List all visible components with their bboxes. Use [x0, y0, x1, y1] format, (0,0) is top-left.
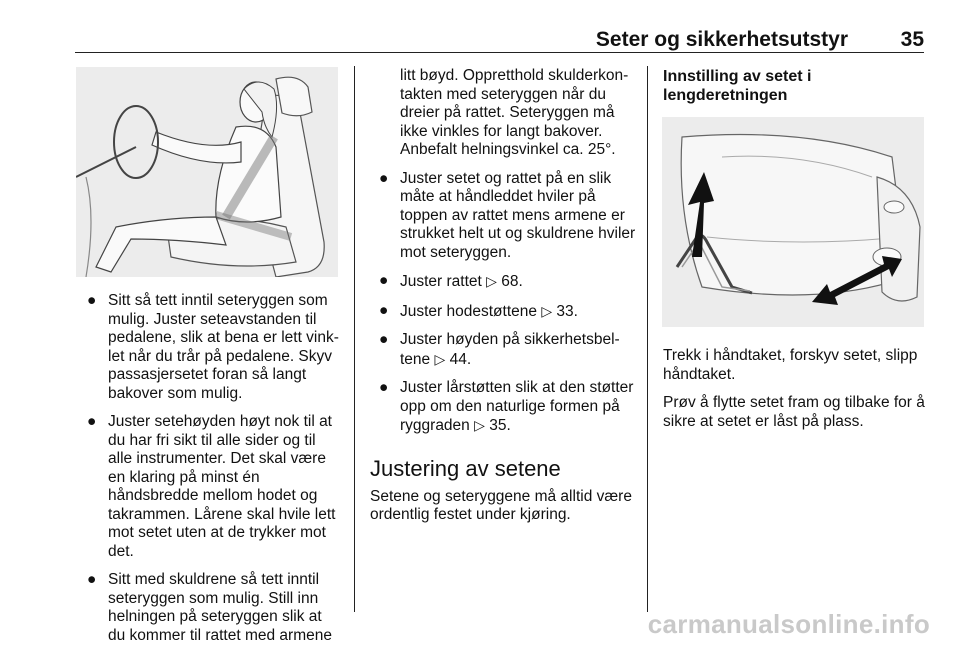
bullet-list-2 — [370, 170, 638, 436]
column-divider-2 — [647, 66, 648, 612]
bullet-icon: ● — [87, 413, 97, 430]
subheading: Innstilling av setet i lengderetningen — [663, 68, 812, 104]
list-item — [370, 170, 638, 263]
bullet-text: Juster hodestøttene — [400, 302, 542, 320]
driver-seated-icon — [76, 67, 338, 277]
page-ref-link[interactable]: 68. — [501, 273, 523, 290]
continued-text: litt bøyd. Oppretthold skulderkontakten med seteryggen når du dreier på rattet. Seteryggen må ikke vinkles for langt bakover. Anbefalt helningsvinkel ca. 25°. — [400, 67, 629, 158]
section-text: Setene og seteryggene må alltid være ordentlig festet under kjøring. — [370, 487, 632, 523]
page-ref-icon: ▷ — [486, 273, 497, 289]
page-ref-icon: ▷ — [434, 350, 446, 367]
list-item — [78, 413, 342, 561]
page-header — [0, 0, 960, 56]
column-3 — [663, 67, 935, 441]
section-heading: Justering av setene — [370, 455, 561, 481]
seat-adjust-illustration — [662, 117, 924, 327]
column-2 — [370, 67, 638, 535]
page-number: 35 — [900, 28, 924, 51]
bullet-icon: ● — [379, 272, 389, 289]
column-1 — [78, 292, 342, 655]
bullet-icon: ● — [87, 292, 97, 309]
page-ref-icon: ▷ — [541, 302, 553, 319]
bullet-icon: ● — [379, 169, 389, 187]
bullet-text: Juster lårstøtten slik at den støtter opp om den naturlige formen på ryggraden — [400, 379, 634, 434]
bullet-text: Juster setehøyden høyt nok til at du har fri sikt til alle sider og til alle instrumenter. Det skal være en klaring på minst én håndsbredde mellom hodet og takrammen. Lårene skal hvile lett mot setet uten at de trykker mot det. — [108, 413, 336, 560]
instruction-paragraph: Prøv å flytte setet fram og tilbake for å sikre at setet er låst på plass. — [663, 394, 925, 430]
bullet-text: Sitt med skuldrene så tett inntil seteryggen som mulig. Still inn helningen på seteryggen slik at du kommer til rattet med armene — [108, 571, 332, 644]
list-item — [78, 292, 342, 403]
bullet-text: Juster høyden på sikkerhetsbeltene — [400, 331, 620, 368]
list-item — [78, 571, 342, 645]
page-ref-icon: ▷ — [474, 417, 485, 433]
list-item — [370, 379, 638, 436]
column-divider-1 — [354, 66, 355, 612]
bullet-text: Sitt så tett inntil seteryggen som mulig. Juster seteavstanden til pedalene, slik at bena er lett vinklet når du trår på pedalene. Skyv passasjersetet foran så langt bakover som mulig. — [108, 292, 339, 402]
watermark: carmanualsonline.info — [647, 609, 930, 639]
driver-seated-illustration — [76, 67, 338, 277]
seat-adjust-icon — [662, 117, 924, 327]
bullet-icon: ● — [87, 571, 97, 588]
bullet-icon: ● — [379, 331, 389, 348]
bullet-text: Juster rattet — [400, 273, 487, 290]
page-ref-link[interactable]: 35. — [489, 417, 511, 434]
page-ref-link[interactable]: 44. — [449, 350, 472, 368]
header-rule — [75, 52, 924, 53]
list-item — [370, 272, 638, 292]
instruction-paragraph: Trekk i håndtaket, forskyv setet, slipp håndtaket. — [663, 347, 918, 383]
list-item — [370, 302, 638, 322]
list-item — [370, 331, 638, 369]
page-title: Seter og sikkerhetsutstyr — [595, 28, 848, 51]
bullet-icon: ● — [379, 301, 389, 319]
bullet-icon: ● — [379, 379, 389, 396]
page-ref-link[interactable]: 33. — [556, 302, 578, 320]
bullet-list-1 — [78, 292, 342, 645]
bullet-text: Juster setet og rattet på en slik måte at håndleddet hviler på toppen av rattet mens armene er strukket helt ut og skuldrene hviler mot seteryggen. — [400, 169, 636, 261]
